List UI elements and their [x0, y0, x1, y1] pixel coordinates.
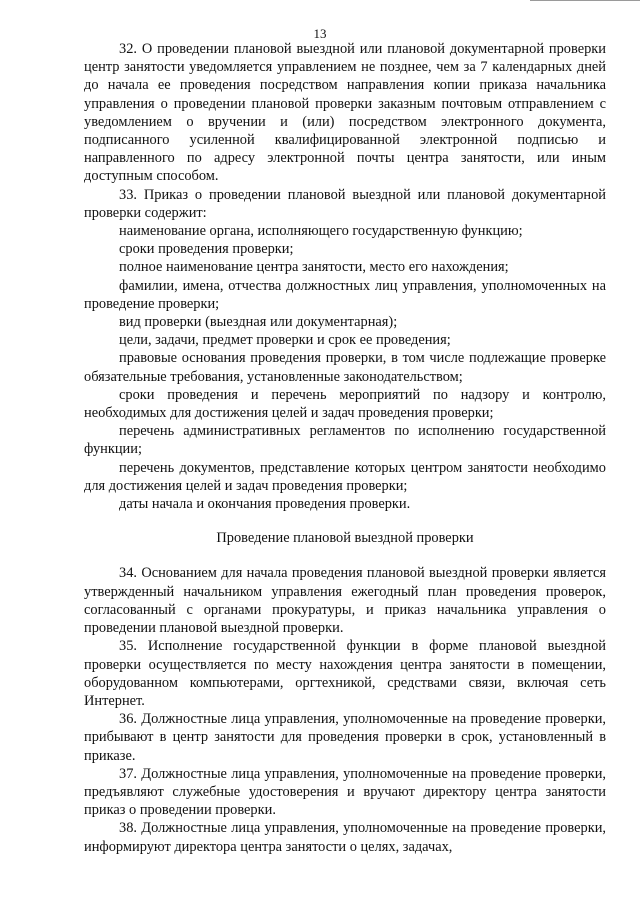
list-item: сроки проведения проверки;	[119, 241, 294, 258]
paragraph-35: 35. Исполнение государственной функции в форме плановой выездной проверки осуществляется по месту нахождения центра занятости в помещении, оборудованном компьютерами, оргтехникой, средствами связи, включая сеть Интернет.	[84, 638, 606, 709]
paragraph-33: 33. Приказ о проведении плановой выездной или плановой документарной проверки содержит:	[84, 186, 606, 221]
order-contents-list	[84, 222, 606, 513]
document-body	[84, 40, 606, 856]
paragraph-32: 32. О проведении плановой выездной или плановой документарной проверки центр занятости уведомляется управлением не позднее, чем за 7 календарных дней до начала ее проведения посредством направления копии приказа начальника управления о проведении плановой проверки заказным почтовым отправлением с уведомлением о вручении и (или) посредством электронного документа, подписанного усиленной квалифицированной электронной подписью и направленного по адресу электронной почты центра занятости, или иным доступным способом.	[84, 41, 606, 185]
spacer	[84, 547, 606, 564]
list-item: перечень административных регламентов по исполнению государственной функции;	[84, 423, 606, 458]
list-item: наименование органа, исполняющего государственную функцию;	[119, 223, 523, 240]
top-edge-rule	[530, 0, 640, 1]
list-item: правовые основания проведения проверки, в том числе подлежащие проверке обязательные требования, установленные законодательством;	[84, 350, 606, 385]
list-item: полное наименование центра занятости, место его нахождения;	[119, 259, 509, 276]
section-heading: Проведение плановой выездной проверки	[216, 530, 474, 547]
paragraph-36: 36. Должностные лица управления, уполномоченные на проведение проверки, прибывают в центр занятости для проведения проверки в срок, установленный в приказе.	[84, 711, 606, 764]
list-item: сроки проведения и перечень мероприятий по надзору и контролю, необходимых для достижения целей и задач проведения проверки;	[84, 386, 606, 422]
spacer	[84, 513, 606, 529]
page-number: 13	[313, 26, 327, 41]
paragraph-38: 38. Должностные лица управления, уполномоченные на проведение проверки, информируют директора центра занятости о целях, задачах,	[84, 820, 606, 855]
list-item: даты начала и окончания проведения проверки.	[119, 496, 411, 513]
paragraph-34: 34. Основанием для начала проведения плановой выездной проверки является утвержденный начальником управления ежегодный план проведения проверок, согласованный с органами прокуратуры, и приказ начальника управления о проведении плановой выездной проверки.	[84, 565, 606, 637]
list-item: фамилии, имена, отчества должностных лиц управления, уполномоченных на проведение проверки;	[84, 277, 606, 312]
list-item: вид проверки (выездная или документарная);	[119, 314, 398, 331]
paragraph-37: 37. Должностные лица управления, уполномоченные на проведение проверки, предъявляют служебные удостоверения и вручают директору центра занятости приказ о проведении проверки.	[84, 765, 606, 819]
list-item: цели, задачи, предмет проверки и срок ее проведения;	[119, 332, 451, 349]
list-item: перечень документов, представление которых центром занятости необходимо для достижения целей и задач проведения проверки;	[84, 459, 606, 494]
